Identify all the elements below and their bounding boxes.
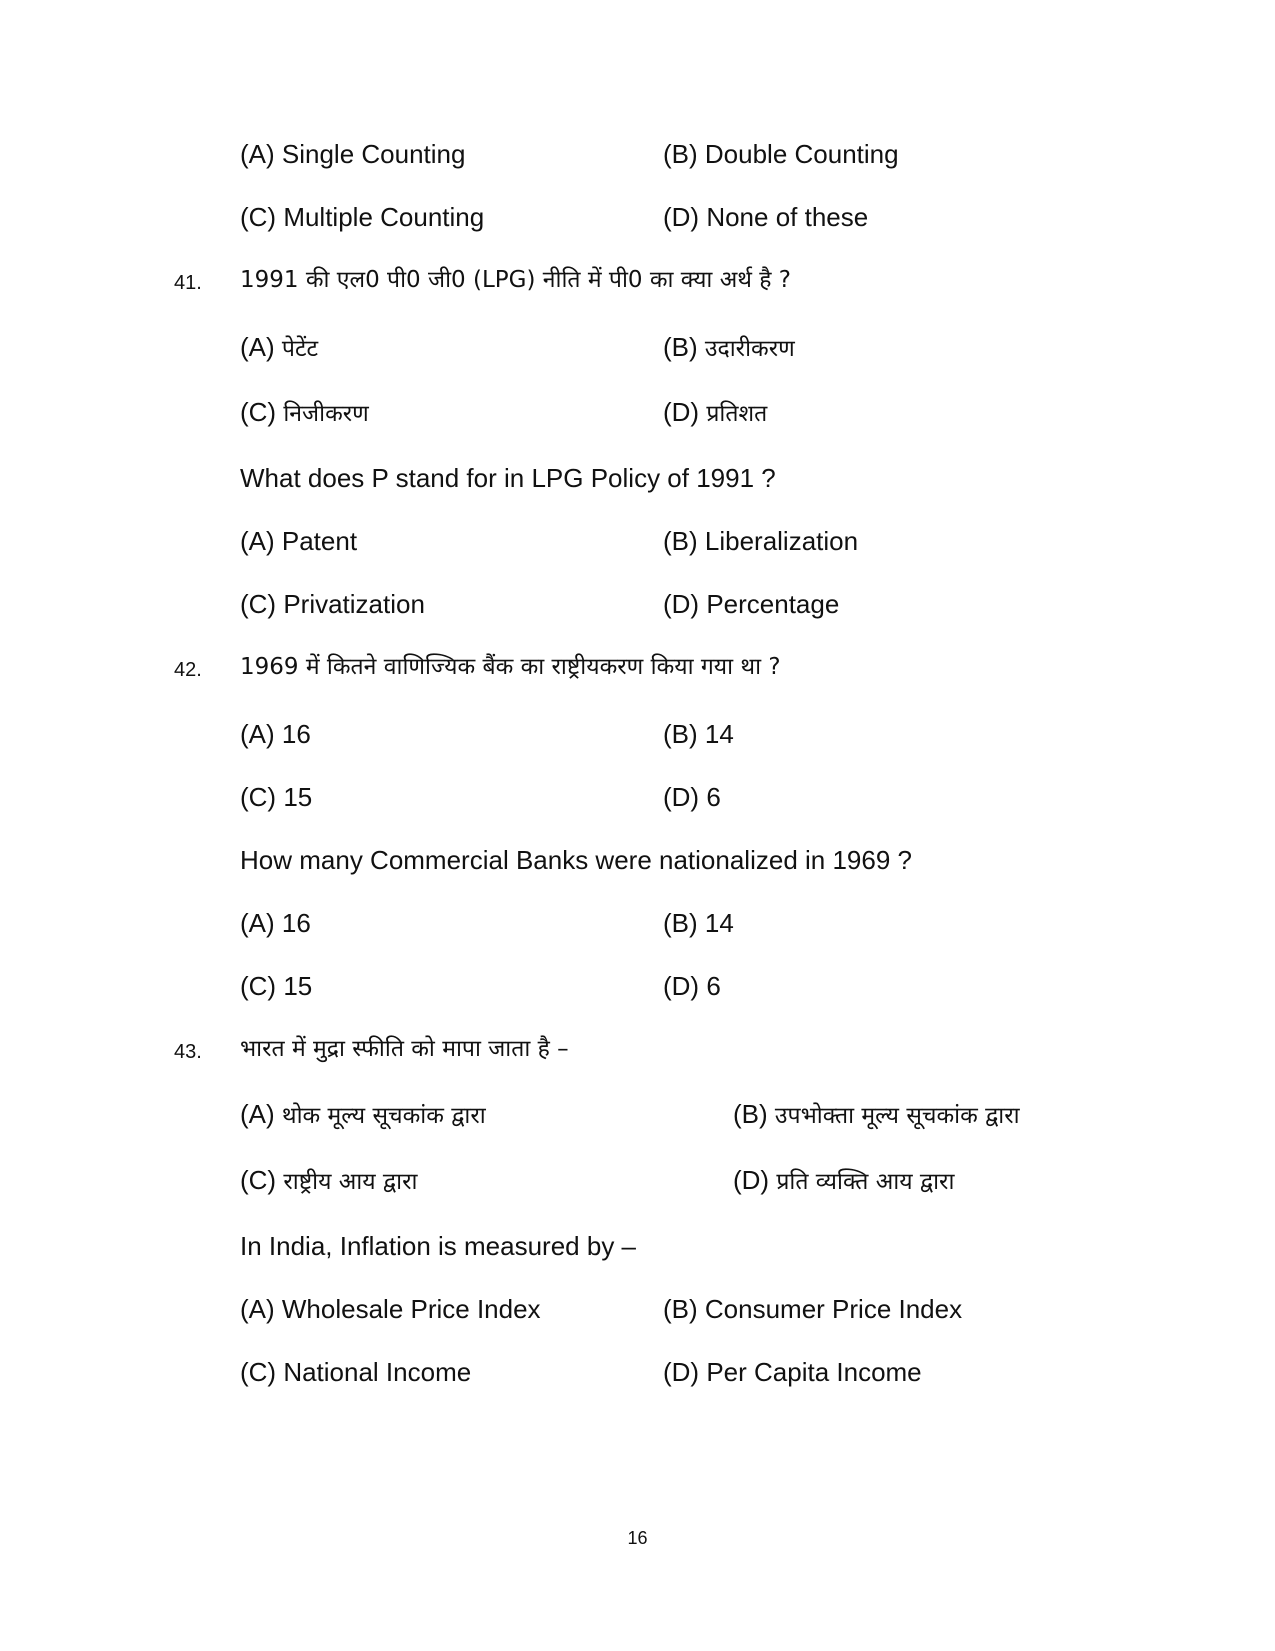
prev-option-a: (A) Single Counting bbox=[240, 139, 466, 169]
prev-option-c: (C) Multiple Counting bbox=[240, 202, 485, 232]
question-43-english-option-d: (D) Per Capita Income bbox=[663, 1357, 922, 1387]
question-42-hindi-option-b: (B) 14 bbox=[663, 719, 734, 749]
question-43-hindi-option-d: (D) प्रति व्यक्ति आय द्वारा bbox=[733, 1165, 955, 1195]
question-41-hindi-option-b: (B) उदारीकरण bbox=[663, 332, 795, 362]
question-41-english-option-d: (D) Percentage bbox=[663, 589, 840, 619]
question-43-hindi-option-b: (B) उपभोक्ता मूल्य सूचकांक द्वारा bbox=[733, 1099, 1020, 1129]
prev-option-b: (B) Double Counting bbox=[663, 139, 899, 169]
question-42-english-option-d: (D) 6 bbox=[663, 971, 721, 1001]
question-41-english-option-c: (C) Privatization bbox=[240, 589, 425, 619]
question-43-english-text: In India, Inflation is measured by – bbox=[240, 1231, 637, 1261]
question-42-number: 42. bbox=[174, 659, 202, 681]
question-43-hindi-option-a: (A) थोक मूल्य सूचकांक द्वारा bbox=[240, 1099, 486, 1129]
prev-option-d: (D) None of these bbox=[663, 202, 869, 232]
question-42-hindi-text: 1969 में कितने वाणिज्यिक बैंक का राष्ट्रीयकरण किया गया था ? bbox=[240, 654, 781, 680]
question-41-number: 41. bbox=[174, 272, 202, 294]
question-42-english-option-b: (B) 14 bbox=[663, 908, 734, 938]
question-41-english-text: What does P stand for in LPG Policy of 1991 ? bbox=[240, 463, 776, 493]
question-43-english-option-c: (C) National Income bbox=[240, 1357, 472, 1387]
question-42-english-text: How many Commercial Banks were nationalized in 1969 ? bbox=[240, 845, 912, 875]
question-43-number: 43. bbox=[174, 1041, 202, 1063]
question-42-english-option-a: (A) 16 bbox=[240, 908, 311, 938]
question-42-hindi-option-d: (D) 6 bbox=[663, 782, 721, 812]
question-41-hindi-option-a: (A) पेटेंट bbox=[240, 332, 319, 362]
question-41-hindi-option-c: (C) निजीकरण bbox=[240, 397, 369, 427]
question-41-english-option-a: (A) Patent bbox=[240, 526, 358, 556]
question-41-hindi-option-d: (D) प्रतिशत bbox=[663, 397, 768, 427]
question-43-english-option-a: (A) Wholesale Price Index bbox=[240, 1294, 541, 1324]
question-43-hindi-option-c: (C) राष्ट्रीय आय द्वारा bbox=[240, 1165, 418, 1195]
page-number: 16 bbox=[627, 1528, 648, 1548]
question-42-hindi-option-c: (C) 15 bbox=[240, 782, 313, 812]
question-43-hindi-text: भारत में मुद्रा स्फीति को मापा जाता है – bbox=[240, 1036, 569, 1062]
question-41-english-option-b: (B) Liberalization bbox=[663, 526, 859, 556]
question-42-hindi-option-a: (A) 16 bbox=[240, 719, 311, 749]
question-43-english-option-b: (B) Consumer Price Index bbox=[663, 1294, 963, 1324]
question-41-hindi-text: 1991 की एल0 पी0 जी0 (LPG) नीति में पी0 का क्या अर्थ है ? bbox=[240, 267, 792, 293]
question-42-english-option-c: (C) 15 bbox=[240, 971, 313, 1001]
